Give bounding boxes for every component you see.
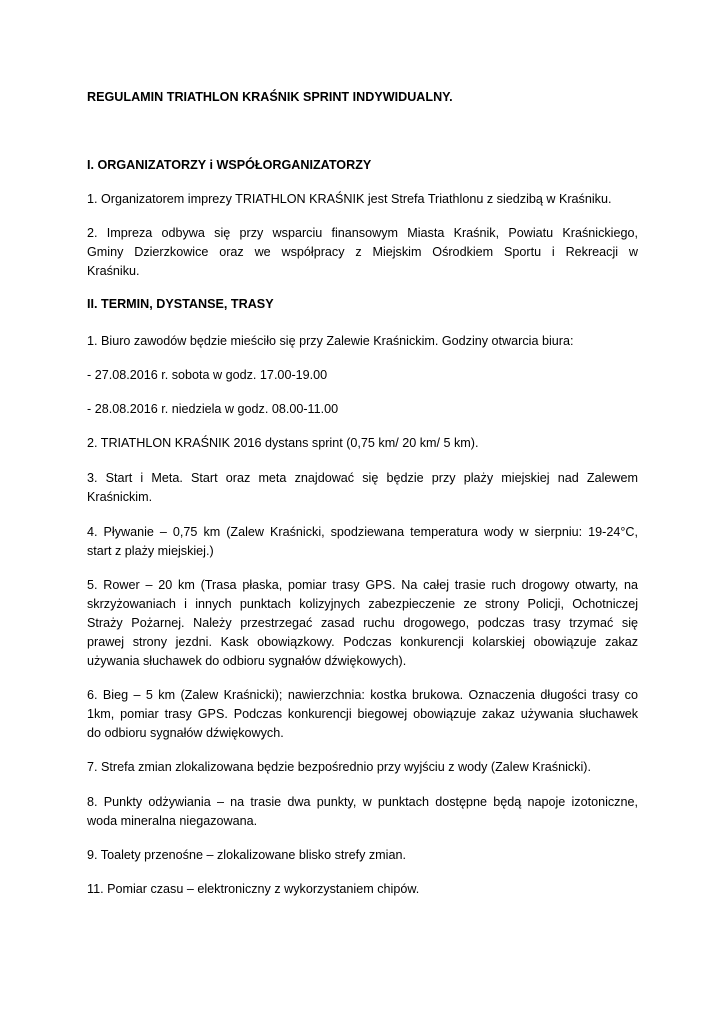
- document-title: REGULAMIN TRIATHLON KRAŚNIK SPRINT INDYWIDUALNY.: [87, 90, 453, 104]
- paragraph-start-line-1: 3. Start i Meta. Start oraz meta znajdować się będzie przy plaży miejskiej nad Zalewem: [87, 471, 638, 485]
- section-heading-schedule: II. TERMIN, DYSTANSE, TRASY: [87, 297, 274, 311]
- paragraph-distance: 2. TRIATHLON KRAŚNIK 2016 dystans sprint (0,75 km/ 20 km/ 5 km).: [87, 436, 479, 450]
- paragraph-run-line-3: do odbioru sygnałów dźwiękowych.: [87, 726, 284, 740]
- paragraph-run-line-2: 1km, pomiar trasy GPS. Podczas konkurencji biegowej obowiązuje zakaz używania słuchawek: [87, 707, 638, 721]
- date-saturday: - 27.08.2016 r. sobota w godz. 17.00-19.00: [87, 368, 328, 382]
- paragraph-run-line-1: 6. Bieg – 5 km (Zalew Kraśnicki); nawierzchnia: kostka brukowa. Oznaczenia długości trasy co: [87, 688, 638, 702]
- paragraph-bike-line-5: używania słuchawek do odbioru sygnałów dźwiękowych).: [87, 654, 407, 668]
- paragraph-toilets: 9. Toalety przenośne – zlokalizowane blisko strefy zmian.: [87, 848, 406, 862]
- paragraph-timing: 11. Pomiar czasu – elektroniczny z wykorzystaniem chipów.: [87, 882, 420, 896]
- paragraph-bike-line-1: 5. Rower – 20 km (Trasa płaska, pomiar trasy GPS. Na całej trasie ruch drogowy otwarty, na: [87, 578, 638, 592]
- paragraph-organizer: 1. Organizatorem imprezy TRIATHLON KRAŚNIK jest Strefa Triathlonu z siedzibą w Kraśniku.: [87, 192, 612, 206]
- paragraph-swim-line-1: 4. Pływanie – 0,75 km (Zalew Kraśnicki, spodziewana temperatura wody w sierpniu: 19-24°C,: [87, 525, 638, 539]
- paragraph-support-line-1: 2. Impreza odbywa się przy wsparciu finansowym Miasta Kraśnik, Powiatu Kraśnickiego,: [87, 226, 638, 240]
- paragraph-start-line-2: Kraśnickim.: [87, 490, 153, 504]
- paragraph-support-line-2: Gminy Dzierzkowice oraz we współpracy z Miejskim Ośrodkiem Sportu i Rekreacji w: [87, 245, 638, 259]
- paragraph-office: 1. Biuro zawodów będzie mieściło się przy Zalewie Kraśnickim. Godziny otwarcia biura:: [87, 334, 574, 348]
- paragraph-feeding-line-1: 8. Punkty odżywiania – na trasie dwa punkty, w punktach dostępne będą napoje izotoniczne,: [87, 795, 638, 809]
- date-sunday: - 28.08.2016 r. niedziela w godz. 08.00-11.00: [87, 402, 339, 416]
- paragraph-transition: 7. Strefa zmian zlokalizowana będzie bezpośrednio przy wyjściu z wody (Zalew Kraśnicki).: [87, 760, 591, 774]
- paragraph-support-line-3: Kraśniku.: [87, 264, 140, 278]
- paragraph-bike-line-3: Straży Pożarnej. Należy przestrzegać zasad ruchu drogowego, podczas trasy trzymać się: [87, 616, 638, 630]
- paragraph-bike-line-2: skrzyżowaniach i innych punktach kolizyjnych zabezpieczenie ze strony Policji, Ochotniczej: [87, 597, 638, 611]
- paragraph-swim-line-2: start z plaży miejskiej.): [87, 544, 214, 558]
- paragraph-bike-line-4: prawej strony jezdni. Kask obowiązkowy. Podczas konkurencji kolarskiej obowiązuje zakaz: [87, 635, 638, 649]
- section-heading-organizers: I. ORGANIZATORZY i WSPÓŁORGANIZATORZY: [87, 158, 372, 172]
- paragraph-feeding-line-2: woda mineralna niegazowana.: [87, 814, 258, 828]
